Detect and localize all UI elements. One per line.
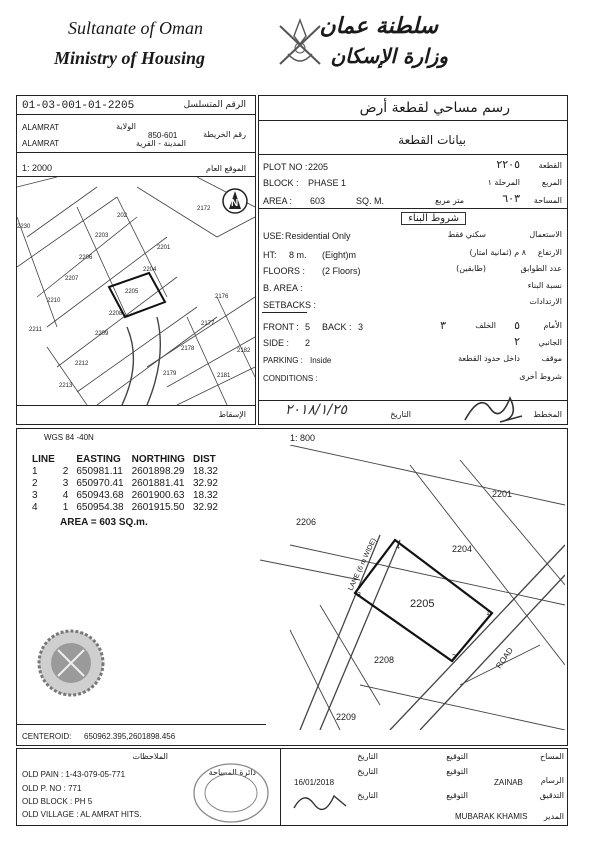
checker-label-ar: التدقيق [539, 791, 564, 800]
front-label: FRONT : [263, 322, 299, 332]
surveyor-label-ar: المساح [539, 752, 564, 761]
small-plot-label: 2210 [47, 298, 61, 304]
table-row [28, 466, 222, 478]
table-cell: 18.32 [192, 490, 218, 501]
area-summary: AREA = 603 SQ.m. [60, 517, 148, 528]
coordinate-table [28, 454, 222, 514]
table-cell: 1 [62, 502, 69, 513]
small-plot-label: 2179 [163, 371, 177, 377]
drafter-date: 16/01/2018 [294, 778, 335, 787]
small-plot-label: 2211 [29, 327, 42, 333]
location-scale: 1: 2000 [22, 163, 53, 173]
table-cell: 2 [62, 466, 69, 477]
area-value: 603 [310, 196, 326, 206]
datum: WGS 84 -40N [44, 433, 94, 442]
side-value: 2 [305, 338, 311, 348]
block-ar-value: المرحلة ١ [487, 178, 520, 187]
director-label-ar: المدير [543, 812, 564, 821]
map-number: 850-601 [148, 131, 178, 140]
signature-row3-ar: التوقيع [446, 791, 468, 800]
table-row [28, 502, 222, 514]
other-conditions-ar: شروط أخرى [519, 372, 562, 381]
plot-data-title-ar: بيانات القطعة [398, 133, 466, 147]
table-row [28, 478, 222, 490]
table-cell: 1 [32, 466, 38, 477]
small-plot-label: 2208 [109, 311, 123, 317]
date-row2-ar: التاريخ [357, 767, 378, 776]
conditions-label: CONDITIONS : [263, 374, 318, 383]
floors-label: FLOORS : [263, 266, 306, 276]
table-cell: 650943.68 [76, 490, 124, 501]
table-cell: 2601915.50 [131, 502, 185, 513]
sketch-plot-label: 2205 [410, 598, 435, 610]
height-label: HT: [263, 250, 277, 260]
ministry-title: Ministry of Housing [54, 48, 206, 68]
lane-label: LANE (6 m WIDE) [347, 537, 378, 592]
use-value: Residential Only [285, 231, 351, 241]
back-label: BACK : [322, 322, 352, 332]
area-label: AREA : [263, 196, 293, 206]
small-plot-label: 2201 [157, 245, 171, 251]
setbacks-label: SETBACKS : [263, 300, 317, 310]
sketch-neighbor-label: 2208 [374, 655, 395, 665]
block-value: PHASE 1 [308, 178, 347, 188]
plot-sketch [260, 445, 565, 730]
small-plot-label: 2207 [65, 276, 79, 282]
table-row [28, 490, 222, 502]
height-value: 8 m. [289, 250, 307, 260]
table-cell: 4 [32, 502, 38, 513]
emblem-icon [270, 14, 330, 74]
small-plot-label: 2204 [143, 267, 157, 273]
plot-no-value: 2205 [308, 162, 329, 172]
vertex-label: 1 [486, 610, 490, 617]
floors-value: (2 Floors) [322, 266, 361, 276]
height-label-ar: الارتفاع [537, 248, 562, 257]
floors-ar-value: (طابقين) [456, 264, 486, 273]
drafter-name: ZAINAB [494, 778, 523, 787]
plan-label-ar: الإسقاط [218, 410, 246, 419]
centeroid-label: CENTEROID: [22, 732, 72, 741]
plot-no-ar-value: ٢٢٠٥ [496, 158, 520, 171]
small-plot-label: 2172 [197, 206, 211, 212]
date-label-ar: التاريخ [390, 410, 411, 419]
survey-scale: 1: 800 [290, 433, 316, 443]
serial-number: 01-03-001-01-2205 [22, 100, 135, 112]
table-cell: 32.92 [192, 502, 218, 513]
table-cell: 3 [62, 478, 69, 489]
village-label-ar: المدينة - القرية [135, 139, 186, 148]
old-block: OLD BLOCK : PH 5 [22, 797, 93, 806]
wilayat-value: ALAMRAT [22, 123, 60, 132]
old-pain: OLD PAIN : 1-43-079-05-771 [22, 770, 126, 779]
dept-stamp-icon [192, 762, 270, 829]
sketch-neighbor-label: 2201 [492, 489, 513, 499]
location-map [17, 177, 255, 405]
block-label-ar: المربع [541, 178, 562, 187]
area-unit: SQ. M. [356, 196, 385, 206]
sketch-neighbor-label: 2209 [336, 712, 357, 722]
planner-signature-icon [460, 388, 530, 433]
director-signature-icon [290, 786, 350, 821]
document-title-ar: رسم مساحي لقطعة أرض [359, 100, 510, 116]
table-header: LINE [32, 454, 55, 465]
old-plot-number: OLD P. NO : 771 [22, 784, 82, 793]
drafter-label-ar: الرسام [540, 776, 564, 785]
vertex-label: 4 [396, 544, 400, 551]
table-cell: 2601900.63 [131, 490, 185, 501]
use-label-ar: الاستعمال [529, 230, 562, 239]
small-plot-label: 2230 [17, 224, 31, 230]
notes-label-ar: الملاحظات [132, 752, 168, 761]
area-unit-ar: متر مربع [435, 196, 464, 205]
table-cell: 2601881.41 [131, 478, 185, 489]
back-ar-value: ٣ [440, 319, 446, 332]
conditions-title-ar: شروط البناء [401, 212, 466, 225]
small-plot-label: 2203 [95, 233, 109, 239]
village-value: ALAMRAT [22, 139, 60, 148]
table-header: DIST [192, 454, 216, 465]
handwritten-date: ٢٠١٨/١/٢٥ [285, 402, 348, 418]
old-village: OLD VILLAGE : AL AMRAT HITS. [22, 810, 142, 819]
table-cell: 2601898.29 [131, 466, 185, 477]
serial-label-ar: الرقم المتسلسل [183, 100, 246, 110]
sketch-neighbor-label: 2204 [452, 544, 473, 554]
parking-ar-value: داخل حدود القطعة [458, 354, 520, 363]
small-plot-label: 2176 [215, 294, 229, 300]
parking-label: PARKING : [263, 356, 303, 365]
table-cell: 650981.11 [76, 466, 123, 477]
use-ar-value: سكني فقط [447, 230, 486, 239]
small-plot-label: 2213 [59, 383, 73, 389]
table-cell: 18.32 [192, 466, 218, 477]
stamp-icon [36, 628, 106, 703]
small-plot-label: 2212 [75, 361, 89, 367]
north-arrow-icon [223, 189, 247, 213]
setbacks-label-ar: الارتدادات [529, 297, 562, 306]
area-label-ar: المساحة [533, 196, 562, 205]
table-cell: 4 [62, 490, 69, 501]
survey-dept-stamp-ar: دائرة المساحة [208, 768, 256, 777]
plot-no-label: PLOT NO : [263, 162, 308, 172]
side-ar-value: ٢ [514, 335, 520, 348]
parking-value: Inside [310, 356, 332, 365]
director-name: MUBARAK KHAMIS [455, 812, 528, 821]
sultanate-title-ar: سلطنة عمان [319, 14, 438, 39]
sketch-neighbor-label: 2206 [296, 517, 317, 527]
use-label: USE: [263, 231, 285, 241]
vertex-label: 2 [452, 654, 456, 661]
parking-label-ar: موقف [541, 354, 562, 363]
small-plot-label: 2178 [181, 346, 195, 352]
back-label-ar: الخلف [475, 321, 496, 330]
table-cell: 32.92 [192, 478, 218, 489]
svg-text:N: N [231, 198, 239, 209]
back-value: 3 [358, 322, 364, 332]
table-header: NORTHING [131, 454, 185, 465]
signature-col-ar: التوقيع [446, 752, 468, 761]
floors-label-ar: عدد الطوابق [520, 264, 562, 273]
vertex-label: 3 [357, 592, 361, 599]
small-plot-label: 2209 [95, 331, 109, 337]
small-plot-label: 2182 [237, 348, 251, 354]
front-value: 5 [305, 322, 311, 332]
building-area-label: B. AREA : [263, 283, 303, 293]
centeroid-value: 650962.395,2601898.456 [84, 732, 176, 741]
table-header [59, 454, 73, 466]
front-ar-value: ٥ [514, 319, 520, 332]
date-col-ar: التاريخ [357, 752, 378, 761]
side-label-ar: الجانبي [538, 338, 562, 347]
plot-no-label-ar: القطعة [538, 161, 562, 170]
wilayat-label-ar: الولاية [116, 122, 136, 131]
building-area-label-ar: نسبة البناء [527, 281, 562, 290]
area-ar-value: ٦٠٣ [502, 192, 520, 205]
road-label: ROAD [494, 646, 515, 671]
signature-row2-ar: التوقيع [446, 767, 468, 776]
ministry-title-ar: وزارة الإسكان [330, 44, 448, 68]
small-plot-label: 2205 [125, 289, 139, 295]
height-ar-value: ٨ م (ثمانية امتار) [469, 248, 526, 257]
location-label-ar: الموقع العام [206, 164, 246, 173]
height-words: (Eight)m [322, 250, 357, 260]
table-cell: 3 [32, 490, 38, 501]
table-header: EASTING [76, 454, 121, 465]
side-label: SIDE : [263, 338, 290, 348]
front-label-ar: الأمام [543, 321, 562, 330]
small-plot-label: 2181 [217, 373, 231, 379]
small-plot-label: 202 [117, 213, 128, 219]
map-label-ar: رقم الخريطة [203, 130, 246, 139]
table-cell: 2 [32, 478, 38, 489]
block-label: BLOCK : [263, 178, 299, 188]
small-plot-label: 2177 [201, 321, 215, 327]
planner-label-ar: المخطط [533, 410, 562, 419]
small-plot-label: 2206 [79, 255, 93, 261]
table-cell: 650954.38 [76, 502, 124, 513]
sultanate-title: Sultanate of Oman [68, 18, 203, 38]
table-cell: 650970.41 [76, 478, 124, 489]
date-row3-ar: التاريخ [357, 791, 378, 800]
